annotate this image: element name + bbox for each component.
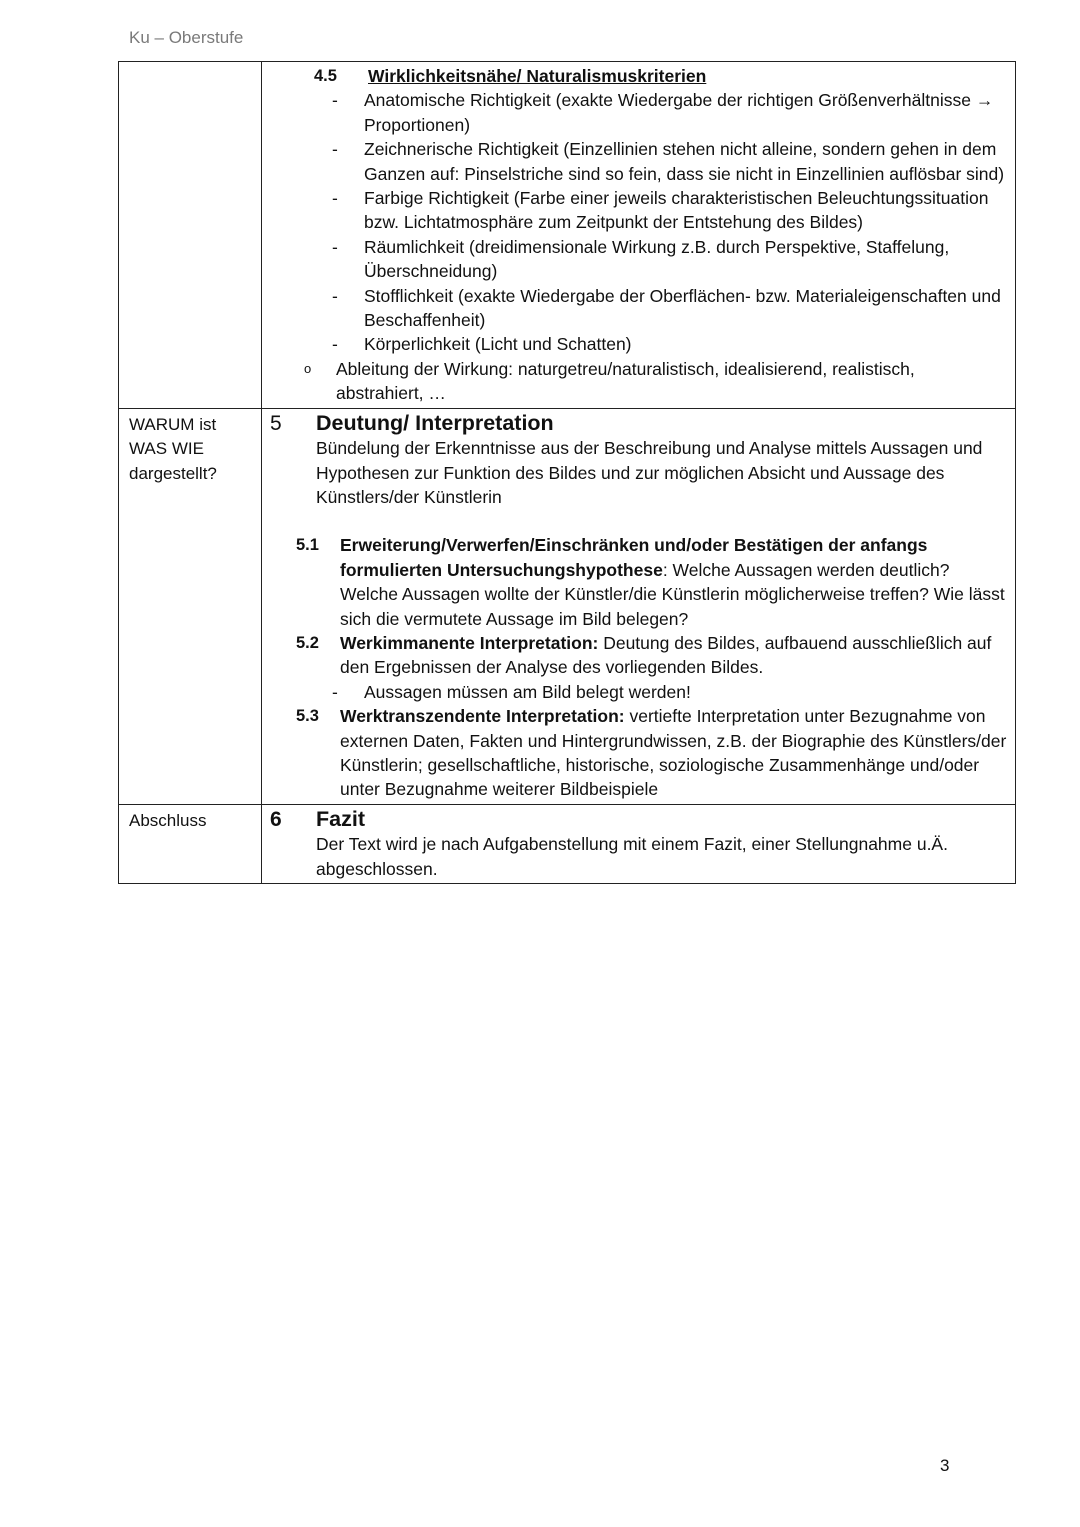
section-intro: Der Text wird je nach Aufgabenstellung mit einem Fazit, einer Stellungnahme u.Ä. abgeschlossen. [316, 834, 948, 879]
row-label-cell [119, 62, 262, 409]
subsection-number: 4.5 [314, 67, 337, 85]
subsection-heading [262, 62, 1015, 88]
circle-bullet-icon: o [304, 360, 312, 376]
row-content-cell [262, 408, 1016, 804]
table-row-interpretation [119, 408, 1016, 804]
page-number: 3 [940, 1456, 950, 1475]
section-heading [262, 805, 1015, 832]
row-content-cell [262, 62, 1016, 409]
row-label-cell [119, 408, 262, 804]
section-number: 5 [270, 411, 282, 435]
list-item: - Anatomische Richtigkeit (exakte Wiedergabe der richtigen Größenverhältnisse → Proportionen) [332, 90, 994, 135]
section-title: Deutung/ Interpretation [316, 410, 554, 435]
numbered-item: 5.3 Werktranszendente Interpretation: vertiefte Interpretation unter Bezugnahme von externen Daten, Fakten und Hintergrundwissen, z.B. der Biographie des Künstlers/der Künstlerin; gesellschaftliche, historische, soziologische Zusammenhänge und/oder unter Bezugnahme weiterer Bildbeispiele [296, 706, 1007, 800]
table-row-naturalism [119, 62, 1016, 409]
row-label-cell [119, 804, 262, 883]
list-item: - Aussagen müssen am Bild belegt werden! [332, 681, 691, 702]
list-item: - Stofflichkeit (exakte Wiedergabe der Oberflächen- bzw. Materialeigenschaften und Beschaffenheit) [332, 285, 1001, 331]
list-item: - Körperlichkeit (Licht und Schatten) [332, 334, 632, 355]
section-heading [262, 409, 1015, 436]
page-header: Ku – Oberstufe [129, 28, 244, 47]
row-label-line: WAS WIE [129, 439, 204, 459]
section-title: Fazit [316, 806, 365, 831]
subsection-title: Wirklichkeitsnähe/ Naturalismuskriterien [368, 66, 707, 86]
list-item: - Räumlichkeit (dreidimensionale Wirkung z.B. durch Perspektive, Staffelung, Überschneidung) [332, 236, 950, 282]
table-row-conclusion [119, 804, 1016, 883]
row-label-line: dargestellt? [129, 463, 217, 483]
section-number: 6 [270, 807, 282, 831]
numbered-item: 5.1 Erweiterung/Verwerfen/Einschränken und/oder Bestätigen der anfangs formulierten Untersuchungshypothese: Welche Aussagen werden deutlich? Welche Aussagen wollte der Künstler/die Künstlerin möglicherweise treffen? Wie lässt sich die vermutete Aussage im Bild belegen? [296, 535, 1005, 629]
numbered-item: 5.2 Werkimmanente Interpretation: Deutung des Bildes, aufbauend ausschließlich auf den Ergebnissen der Analyse des vorliegenden Bildes. [296, 632, 992, 678]
row-content-cell [262, 804, 1016, 883]
section-intro: Bündelung der Erkenntnisse aus der Beschreibung und Analyse mittels Aussagen und Hypothesen zur Funktion des Bildes und zur möglichen Absicht und Aussage des Künstlers/der Künstlerin [316, 438, 983, 507]
analysis-table [118, 61, 1016, 884]
row-label-line: WARUM ist [129, 414, 217, 434]
circle-list-item: o Ableitung der Wirkung: naturgetreu/naturalistisch, idealisierend, realistisch, abstrahiert, … [262, 357, 1015, 408]
row-label-line: Abschluss [129, 810, 207, 830]
list-item: - Farbige Richtigkeit (Farbe einer jeweils charakteristischen Beleuchtungssituation bzw. Lichtatmosphäre zum Zeitpunkt der Entstehung des Bildes) [332, 188, 989, 233]
list-item: - Zeichnerische Richtigkeit (Einzellinien stehen nicht alleine, sondern gehen in dem Ganzen auf: Pinselstriche sind so fein, dass sie nicht in Einzellinien auflösbar sind) [332, 139, 1005, 184]
